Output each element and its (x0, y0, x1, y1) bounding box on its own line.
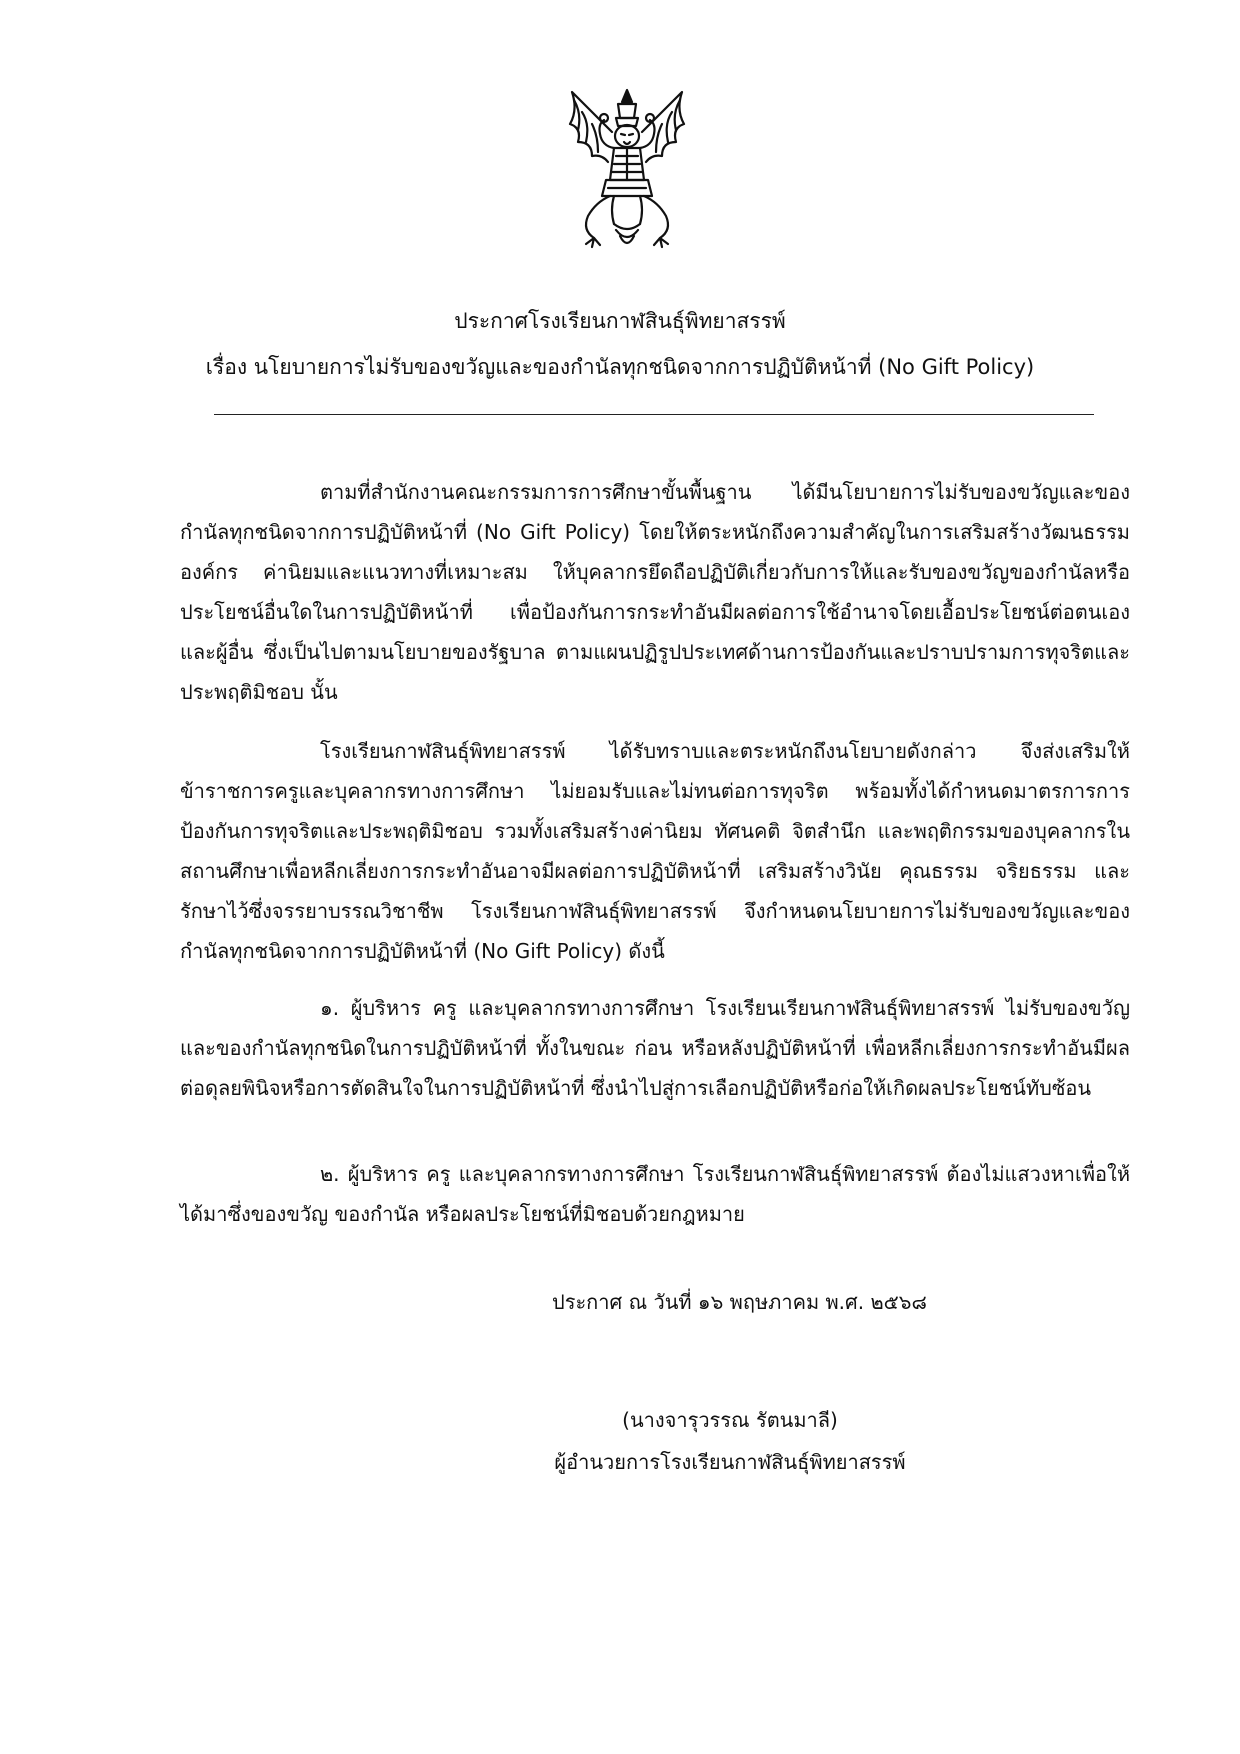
paragraph-school-policy: โรงเรียนกาฬสินธุ์พิทยาสรรพ์ ได้รับทราบและตระหนักถึงนโยบายดังกล่าว จึงส่งเสริมให้ข้าราชการครูและบุคลากรทางการศึกษา ไม่ยอมรับและไม่ทนต่อการทุจริต พร้อมทั้งได้กำหนดมาตรการการป้องกันการทุจริตและประพฤติมิชอบ รวมทั้งเสริมสร้างค่านิยม ทัศนคติ จิตสำนึก และพฤติกรรมของบุคลากรในสถานศึกษาเพื่อหลีกเลี่ยงการกระทำอันอาจมีผลต่อการปฏิบัติหน้าที่ เสริมสร้างวินัย คุณธรรม จริยธรรม และรักษาไว้ซึ่งจรรยาบรรณวิชาชีพ โรงเรียนกาฬสินธุ์พิทยาสรรพ์ จึงกำหนดนโยบายการไม่รับของขวัญและของกำนัลทุกชนิดจากการปฏิบัติหน้าที่ (No Gift Policy) ดังนี้ (180, 739, 1130, 963)
signatory-position: ผู้อำนวยการโรงเรียนกาฬสินธุ์พิทยาสรรพ์ (554, 1450, 906, 1474)
policy-item-1: ๑. ผู้บริหาร ครู และบุคลากรทางการศึกษา โรงเรียนเรียนกาฬสินธุ์พิทยาสรรพ์ ไม่รับของขวัญและของกำนัลทุกชนิดในการปฏิบัติหน้าที่ ทั้งในขณะ ก่อน หรือหลังปฏิบัติหน้าที่ เพื่อหลีกเลี่ยงการกระทำอันมีผลต่อดุลยพินิจหรือการตัดสินใจในการปฏิบัติหน้าที่ ซึ่งนำไปสู่การเลือกปฏิบัติหรือก่อให้เกิดผลประโยชน์ทับซ้อน (180, 996, 1130, 1100)
garuda-emblem-icon (552, 84, 702, 254)
announcement-subject: เรื่อง นโยบายการไม่รับของขวัญและของกำนัลทุกชนิดจากการปฏิบัติหน้าที่ (No Gift Policy) (205, 355, 1035, 379)
signatory-name: (นางจารุวรรณ รัตนมาลี) (622, 1408, 838, 1432)
paragraph-background: ตามที่สำนักงานคณะกรรมการการศึกษาขั้นพื้นฐาน ได้มีนโยบายการไม่รับของขวัญและของกำนัลทุกชนิดจากการปฏิบัติหน้าที่ (No Gift Policy) โดยให้ตระหนักถึงความสำคัญในการเสริมสร้างวัฒนธรรมองค์กร ค่านิยมและแนวทางที่เหมาะสม ให้บุคลากรยึดถือปฏิบัติเกี่ยวกับการให้และรับของขวัญของกำนัลหรือประโยชน์อื่นใดในการปฏิบัติหน้าที่ เพื่อป้องกันการกระทำอันมีผลต่อการใช้อำนาจโดยเอื้อประโยชน์ต่อตนเองและผู้อื่น ซึ่งเป็นไปตามนโยบายของรัฐบาล ตามแผนปฏิรูปประเทศด้านการป้องกันและปราบปรามการทุจริตและประพฤติมิชอบ นั้น (180, 480, 1130, 704)
announce-date: ประกาศ ณ วันที่ ๑๖ พฤษภาคม พ.ศ. ๒๕๖๘ (552, 1290, 927, 1314)
title-divider (214, 414, 1094, 415)
policy-item-2: ๒. ผู้บริหาร ครู และบุคลากรทางการศึกษา โรงเรียนกาฬสินธุ์พิทยาสรรพ์ ต้องไม่แสวงหาเพื่อให้ได้มาซึ่งของขวัญ ของกำนัล หรือผลประโยชน์ที่มิชอบด้วยกฎหมาย (180, 1162, 1130, 1226)
announcement-title: ประกาศโรงเรียนกาฬสินธุ์พิทยาสรรพ์ (454, 309, 786, 333)
